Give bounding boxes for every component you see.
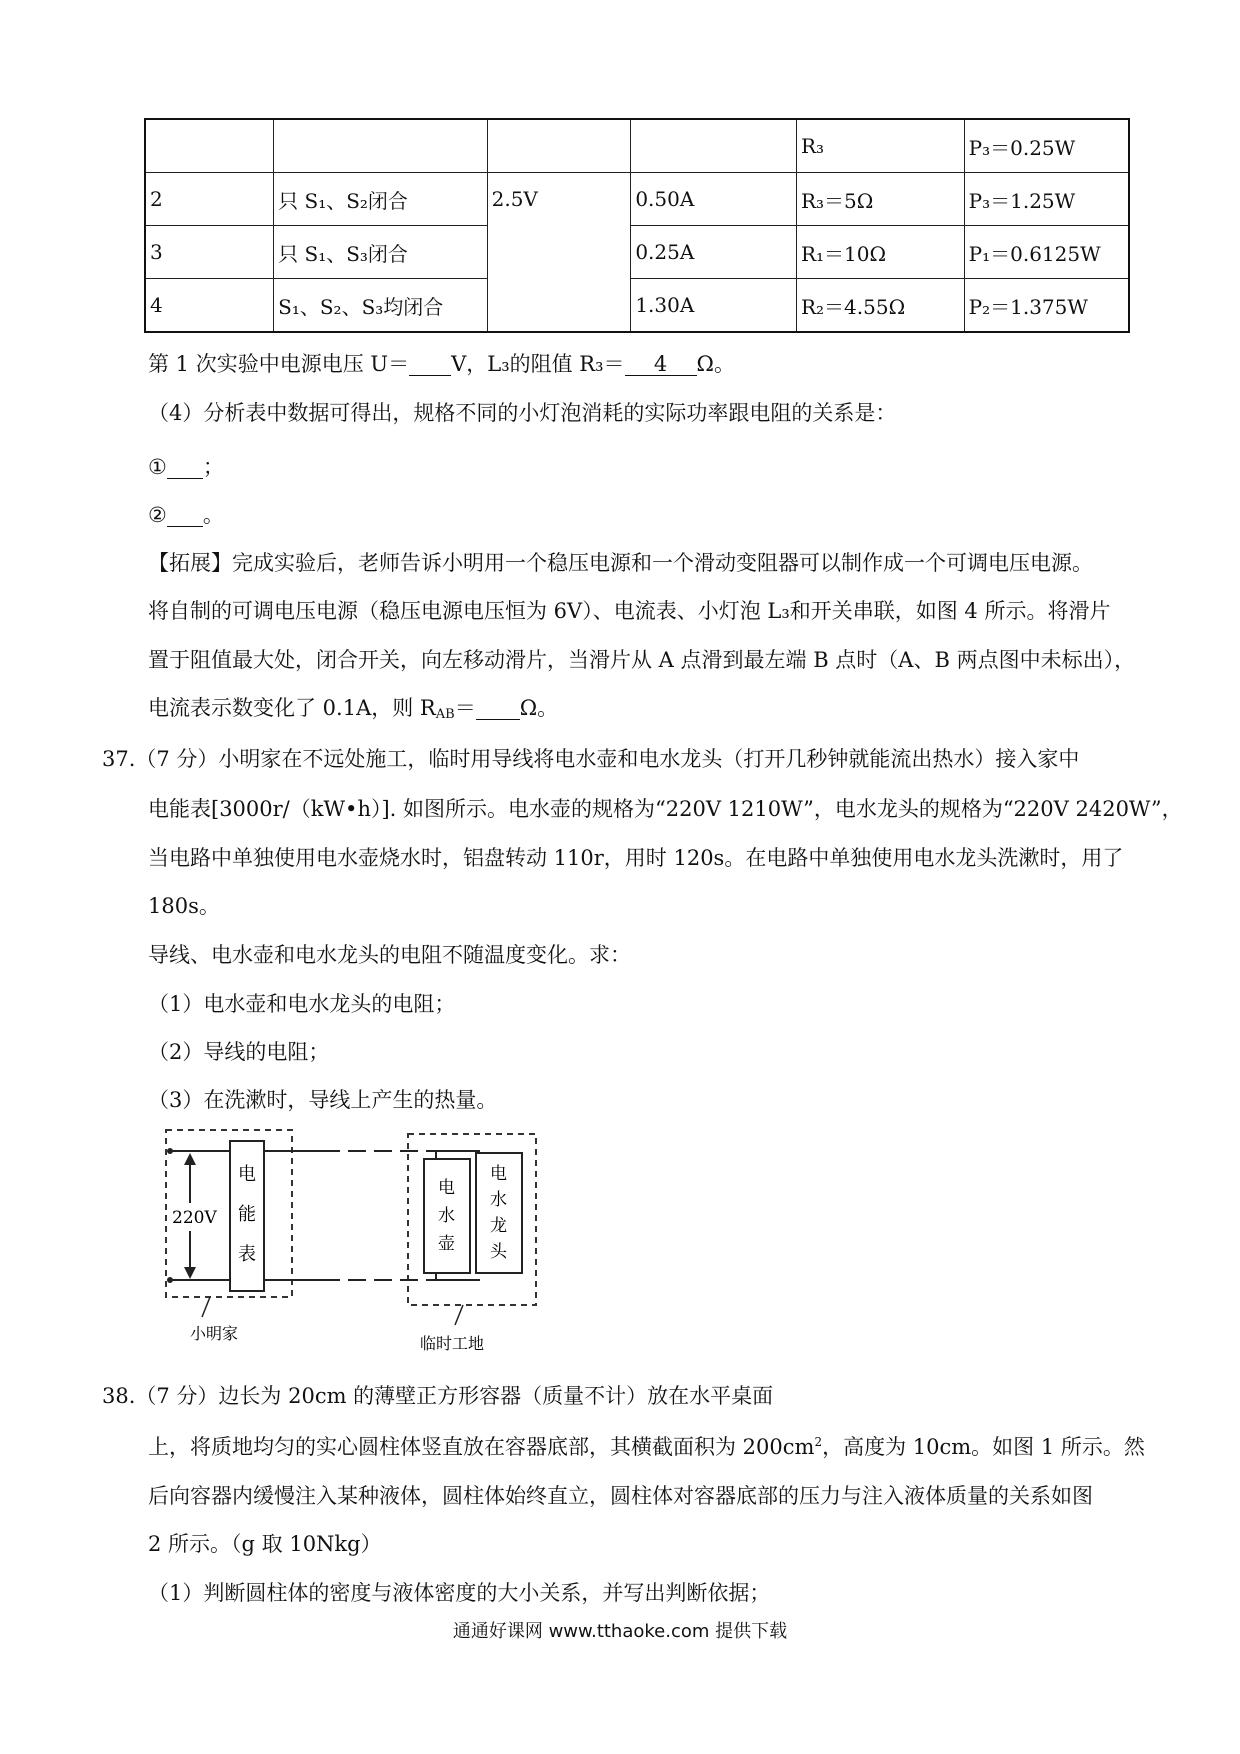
- kettle-label-3: 壶: [438, 1234, 455, 1254]
- faucet-label-3: 龙: [490, 1216, 507, 1236]
- table-cell: 0.50A: [631, 173, 797, 226]
- answer-blank: [476, 698, 520, 720]
- q37-line-1: 37.（7 分）小明家在不远处施工，临时用导线将电水壶和电水龙头（打开几秒钟就能流出热水）接入家中: [102, 747, 1080, 771]
- voltage-label: 220V: [172, 1208, 217, 1228]
- q38-line-3: 后向容器内缓慢注入某种液体，圆柱体始终直立，圆柱体对容器底部的压力与注入液体质量的关系如图: [148, 1484, 1093, 1508]
- table-row: [145, 279, 1129, 333]
- q37-line-2: 电能表[3000r/（kW•h）]. 如图所示。电水壶的规格为“220V 1210W”，电水龙头的规格为“220V 2420W”，: [148, 797, 1183, 821]
- q36-part4: （4）分析表中数据可得出，规格不同的小灯泡消耗的实际功率跟电阻的关系是：: [148, 401, 897, 425]
- answer-blank: [409, 354, 451, 376]
- table-cell: R₁＝10Ω: [796, 226, 964, 279]
- q36-extension-1: 【拓展】完成实验后，老师告诉小明用一个稳压电源和一个滑动变阻器可以制作成一个可调电压电源。: [148, 551, 1093, 575]
- table-cell: 3: [145, 226, 274, 279]
- table-cell: 2: [145, 173, 274, 226]
- q36-extension-3: 置于阻值最大处，闭合开关，向左移动滑片，当滑片从 A 点滑到最左端 B 点时（A、B 两点图中未标出），: [148, 648, 1136, 672]
- meter-label-2: 能: [238, 1204, 256, 1225]
- table-row: [145, 173, 1129, 226]
- q37-question-2: （2）导线的电阻；: [148, 1040, 330, 1064]
- table-cell: R₂＝4.55Ω: [796, 279, 964, 333]
- q37-question-3: （3）在洗漱时，导线上产生的热量。: [148, 1088, 498, 1112]
- table-row: [145, 226, 1129, 279]
- answer-blank: 4: [625, 354, 697, 376]
- table-cell: S₁、S₂、S₃均闭合: [274, 279, 487, 333]
- q37-line-3: 当电路中单独使用电水壶烧水时，铝盘转动 110r，用时 120s。在电路中单独使用电水龙头洗漱时，用了: [148, 846, 1124, 870]
- q38-line-4: 2 所示。（g 取 10Nkg）: [148, 1532, 382, 1556]
- faucet-label-4: 头: [490, 1242, 507, 1262]
- circuit-diagram: [140, 1125, 560, 1357]
- table-cell: R₃: [796, 119, 964, 173]
- q36-extension-2: 将自制的可调电压电源（稳压电源电压恒为 6V）、电流表、小灯泡 L₃和开关串联，如图 4 所示。将滑片: [148, 599, 1111, 623]
- q36-extension-4: 电流表示数变化了 0.1A，则 $R_{AB}= \Omega$。: [148, 696, 559, 722]
- q37-question-1: （1）电水壶和电水龙头的电阻；: [148, 992, 456, 1016]
- table-cell: P₂＝1.375W: [964, 279, 1129, 333]
- table-cell: [631, 119, 797, 173]
- kettle-label-2: 水: [438, 1206, 455, 1226]
- table-cell: P₁＝0.6125W: [964, 226, 1129, 279]
- q38-line-2: 上，将质地均匀的实心圆柱体竖直放在容器底部，其横截面积为 $200cm^2$，高度为 10cm。如图 1 所示。然: [148, 1435, 1145, 1459]
- table-cell: [145, 119, 274, 173]
- table-cell: R₃＝5Ω: [796, 173, 964, 226]
- faucet-label-1: 电: [490, 1164, 507, 1184]
- table-cell: P₃＝1.25W: [964, 173, 1129, 226]
- table-cell: 1.30A: [631, 279, 797, 333]
- answer-blank: [167, 505, 203, 527]
- q36-result-line: 第 1 次实验中电源电压 U＝ V，L₃的阻值 R₃＝ 4 Ω。: [148, 352, 735, 376]
- q36-item2: ② 。: [148, 503, 224, 527]
- home-label: 小明家: [190, 1324, 239, 1343]
- faucet-label-2: 水: [490, 1190, 507, 1210]
- table-cell: [274, 119, 487, 173]
- q38-question-1: （1）判断圆柱体的密度与液体密度的大小关系，并写出判断依据；: [148, 1581, 771, 1605]
- answer-blank: [167, 457, 203, 479]
- q37-line-4: 180s。: [148, 894, 220, 918]
- table-cell: [487, 119, 631, 173]
- q37-line-5: 导线、电水壶和电水龙头的电阻不随温度变化。求：: [148, 943, 631, 967]
- table-cell: 只 S₁、S₃闭合: [274, 226, 487, 279]
- table-cell: 只 S₁、S₂闭合: [274, 173, 487, 226]
- page-footer: 通通好课网 www.tthaoke.com 提供下载: [452, 1621, 788, 1642]
- table-cell: 0.25A: [631, 226, 797, 279]
- experiment-table: [144, 118, 1130, 333]
- meter-label-3: 表: [238, 1244, 256, 1265]
- kettle-label-1: 电: [438, 1178, 455, 1198]
- meter-label-1: 电: [238, 1164, 256, 1185]
- table-cell: 2.5V: [487, 173, 631, 333]
- table-cell: 4: [145, 279, 274, 333]
- table-row: [145, 119, 1129, 173]
- table-cell: P₃＝0.25W: [964, 119, 1129, 173]
- q38-line-1: 38.（7 分）边长为 20cm 的薄壁正方形容器（质量不计）放在水平桌面: [102, 1384, 774, 1408]
- q36-item1: ① ；: [148, 455, 224, 479]
- site-label: 临时工地: [420, 1334, 485, 1353]
